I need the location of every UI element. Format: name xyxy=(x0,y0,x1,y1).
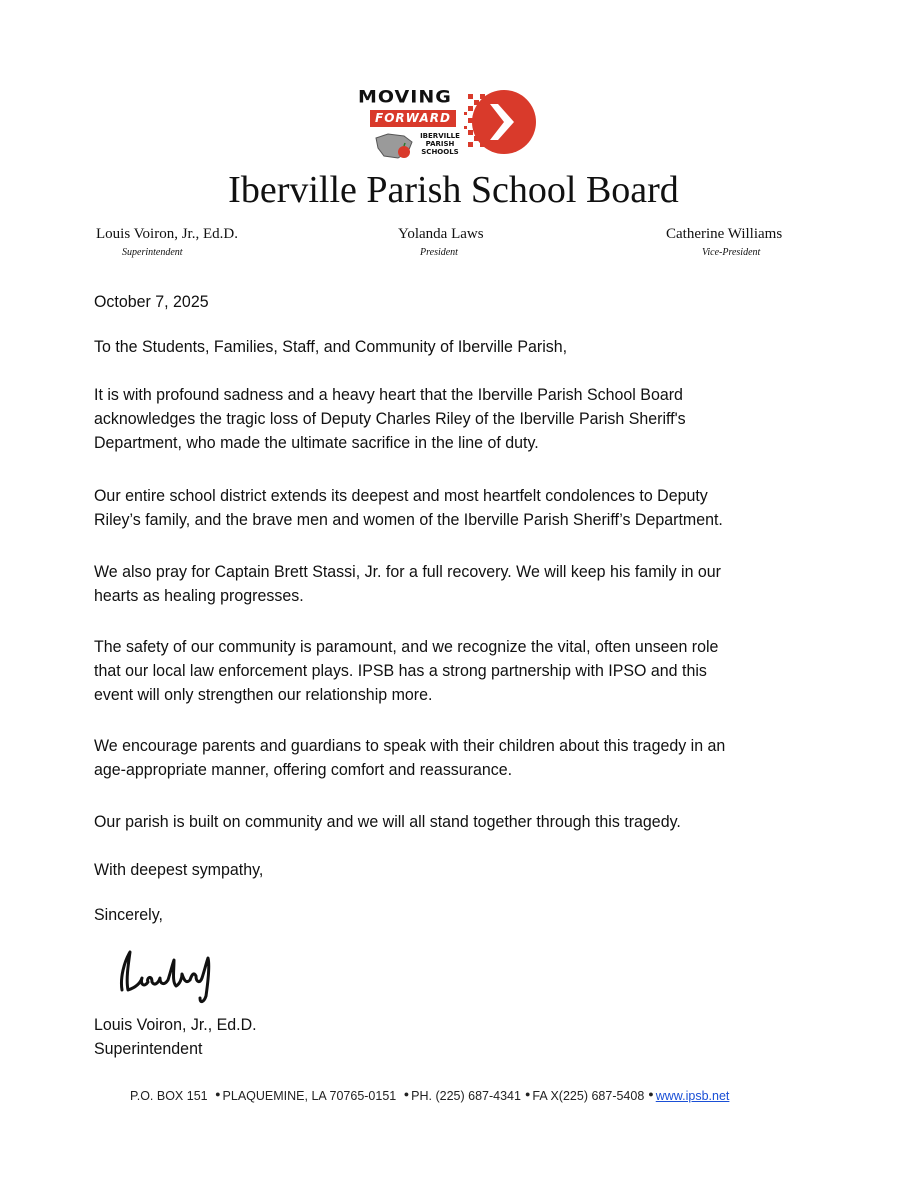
closing-line: Sincerely, xyxy=(94,905,163,924)
bullet-icon: ● xyxy=(648,1089,654,1099)
paragraph-line: Riley’s family, and the brave men and women of the Iberville Parish Sheriff’s Department. xyxy=(94,510,723,529)
paragraph-line: Our parish is built on community and we will all stand together through this tragedy. xyxy=(94,812,681,831)
paragraph-line: Our entire school district extends its deepest and most heartfelt condolences to Deputy xyxy=(94,486,708,505)
footer-city: PLAQUEMINE, LA 70765-0151 xyxy=(222,1089,397,1103)
paragraph-line: We encourage parents and guardians to speak with their children about this tragedy in an xyxy=(94,736,726,755)
paragraph-6 xyxy=(94,810,771,834)
officer-vice-president xyxy=(666,226,782,258)
footer-phone: PH. (225) 687-4341 xyxy=(411,1089,521,1103)
paragraph-line: Department, who made the ultimate sacrifice in the line of duty. xyxy=(94,433,539,452)
moving-forward-logo xyxy=(352,84,542,164)
parish-map-icon xyxy=(374,132,414,160)
bullet-icon: ● xyxy=(215,1089,221,1099)
paragraph-line: The safety of our community is paramount, and we recognize the vital, often unseen role xyxy=(94,637,719,656)
board-title: Iberville Parish School Board xyxy=(228,169,679,211)
logo-moving-text: MOVING xyxy=(358,87,452,107)
paragraph-5 xyxy=(94,734,771,782)
paragraph-1 xyxy=(94,383,771,455)
signature xyxy=(116,944,226,1006)
logo-schools: SCHOOLS xyxy=(421,148,459,156)
paragraph-line: acknowledges the tragic loss of Deputy Charles Riley of the Iberville Parish Sheriff's xyxy=(94,409,686,428)
officer-superintendent xyxy=(96,226,238,258)
officer-name: Yolanda Laws xyxy=(398,226,484,242)
paragraph-4 xyxy=(94,635,771,707)
website-link[interactable]: www.ipsb.net xyxy=(655,1089,730,1103)
footer-fax: FA X(225) 687-5408 xyxy=(532,1089,645,1103)
sympathy-line: With deepest sympathy, xyxy=(94,860,264,879)
logo-parish: PARISH xyxy=(425,140,455,148)
letter-salutation: To the Students, Families, Staff, and Community of Iberville Parish, xyxy=(94,337,568,356)
paragraph-line: event will only strengthen our relationship more. xyxy=(94,685,433,704)
footer-contact xyxy=(130,1089,830,1103)
signer-title: Superintendent xyxy=(94,1039,203,1058)
officer-name: Louis Voiron, Jr., Ed.D. xyxy=(96,226,238,242)
paragraph-line: age-appropriate manner, offering comfort and reassurance. xyxy=(94,760,513,779)
officer-name: Catherine Williams xyxy=(666,226,783,242)
logo-parish-text xyxy=(414,132,466,156)
officer-title: President xyxy=(420,247,458,258)
forward-arrow-icon xyxy=(464,86,536,158)
bullet-icon: ● xyxy=(524,1089,531,1099)
paragraph-line: that our local law enforcement plays. IPSB has a strong partnership with IPSO and this xyxy=(94,661,707,680)
letter-date: October 7, 2025 xyxy=(94,292,209,311)
officer-title: Superintendent xyxy=(122,247,183,258)
bullet-icon: ● xyxy=(403,1089,410,1099)
officer-title: Vice-President xyxy=(702,247,761,258)
paragraph-line: We also pray for Captain Brett Stassi, Jr. for a full recovery. We will keep his family in our xyxy=(94,562,722,581)
footer-po-box: P.O. BOX 151 xyxy=(130,1089,208,1103)
paragraph-2 xyxy=(94,484,771,532)
logo-iberville: IBERVILLE xyxy=(420,132,460,140)
paragraph-line: hearts as healing progresses. xyxy=(94,586,304,605)
signer-name: Louis Voiron, Jr., Ed.D. xyxy=(94,1015,257,1034)
logo-forward-banner: FORWARD xyxy=(370,110,456,127)
paragraph-line: It is with profound sadness and a heavy heart that the Iberville Parish School Board xyxy=(94,385,683,404)
paragraph-3 xyxy=(94,560,771,608)
officer-president xyxy=(398,226,484,258)
